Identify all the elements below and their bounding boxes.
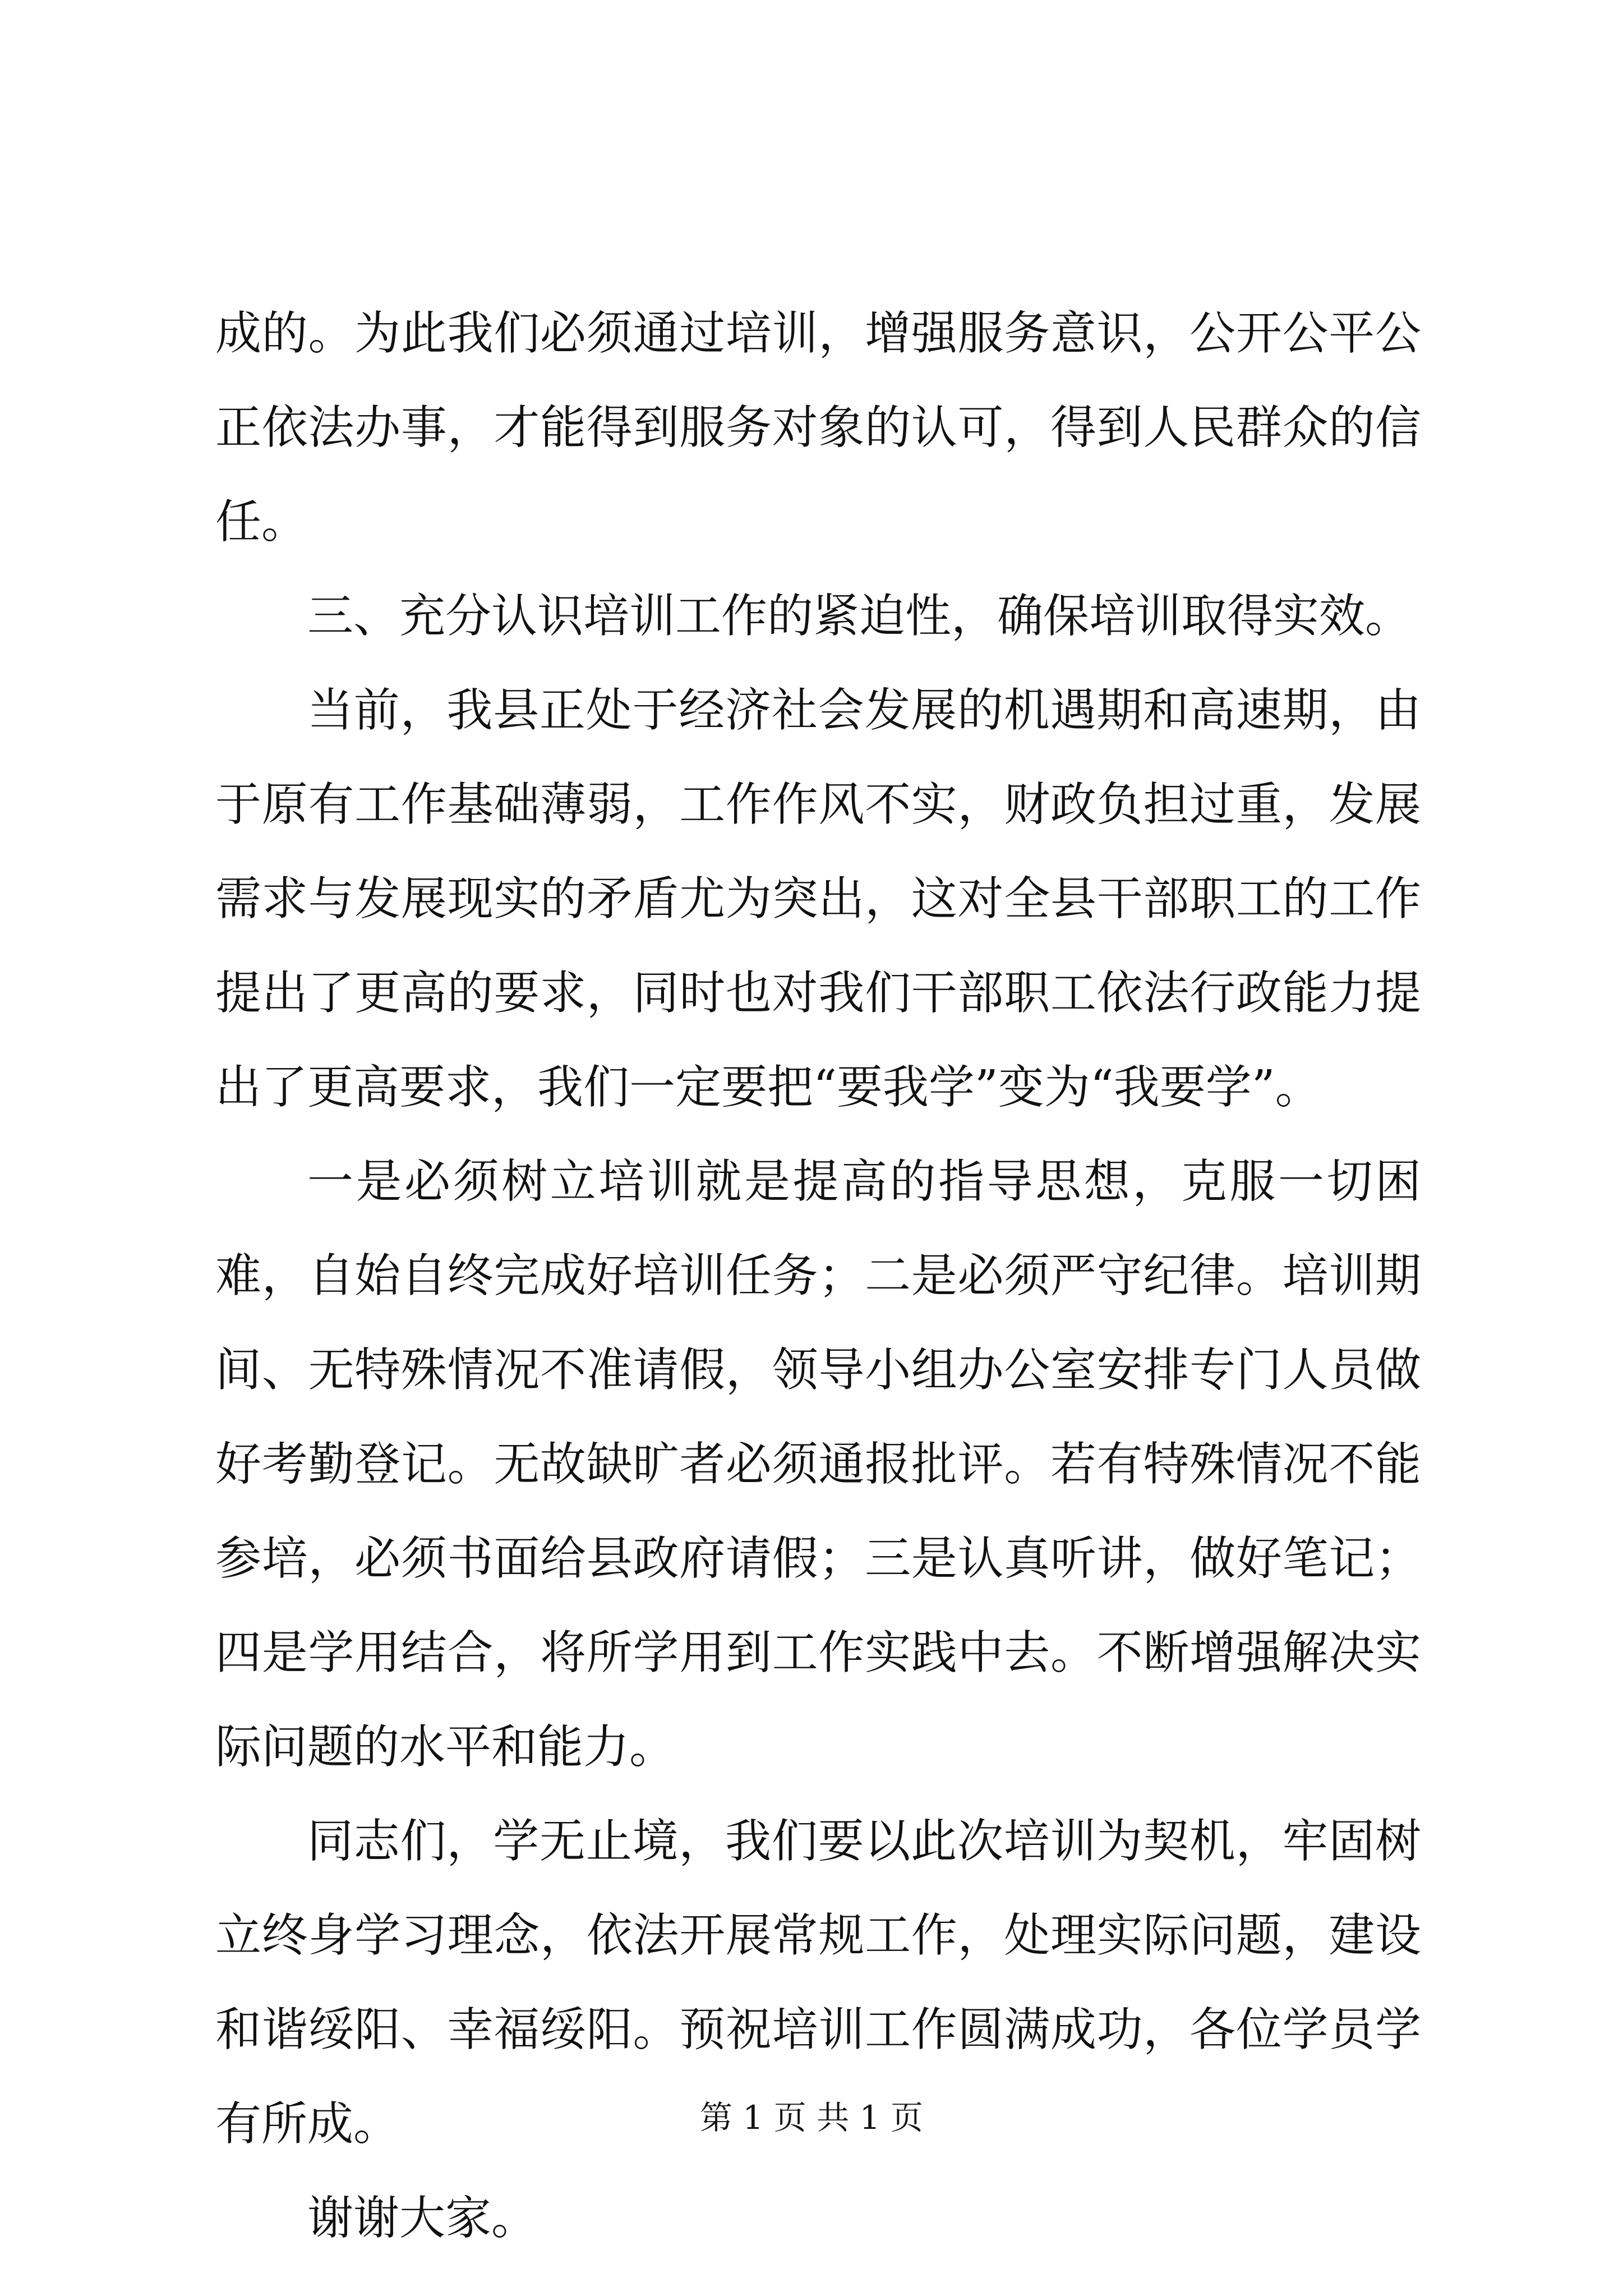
paragraph-closing: 同志们，学无止境，我们要以此次培训为契机，牢固树立终身学习理念，依法开展常规工作，处理实际问题，建设和谐绥阳、幸福绥阳。预祝培训工作圆满成功，各位学员学有所成。 [215,1815,1421,2151]
paragraph-continuation: 成的。为此我们必须通过培训，增强服务意识，公开公平公正依法办事，才能得到服务对象的认可，得到人民群众的信任。 [215,307,1421,549]
document-body [215,287,1421,2266]
section-heading-three: 三、充分认识培训工作的紧迫性，确保培训取得实效。 [307,590,1412,643]
page-number-indicator: 第 1 页 共 1 页 [700,2099,923,2137]
paragraph-current-situation: 当前，我县正处于经济社会发展的机遇期和高速期，由于原有工作基础薄弱，工作作风不实，财政负担过重，发展需求与发展现实的矛盾尤为突出，这对全县干部职工的工作提出了更高的要求，同时也对我们干部职工依法行政能力提出了更高要求，我们一定要把“要我学”变为“我要学”。 [215,684,1421,1114]
page-footer [0,2095,1623,2140]
paragraph-thanks: 谢谢大家。 [307,2192,538,2245]
paragraph-requirements: 一是必须树立培训就是提高的指导思想，克服一切困难，自始自终完成好培训任务；二是必须严守纪律。培训期间、无特殊情况不准请假，领导小组办公室安排专门人员做好考勤登记。无故缺旷者必须通报批评。若有特殊情况不能参培，必须书面给县政府请假；三是认真听讲，做好笔记；四是学用结合，将所学用到工作实践中去。不断增强解决实际问题的水平和能力。 [215,1155,1421,1774]
